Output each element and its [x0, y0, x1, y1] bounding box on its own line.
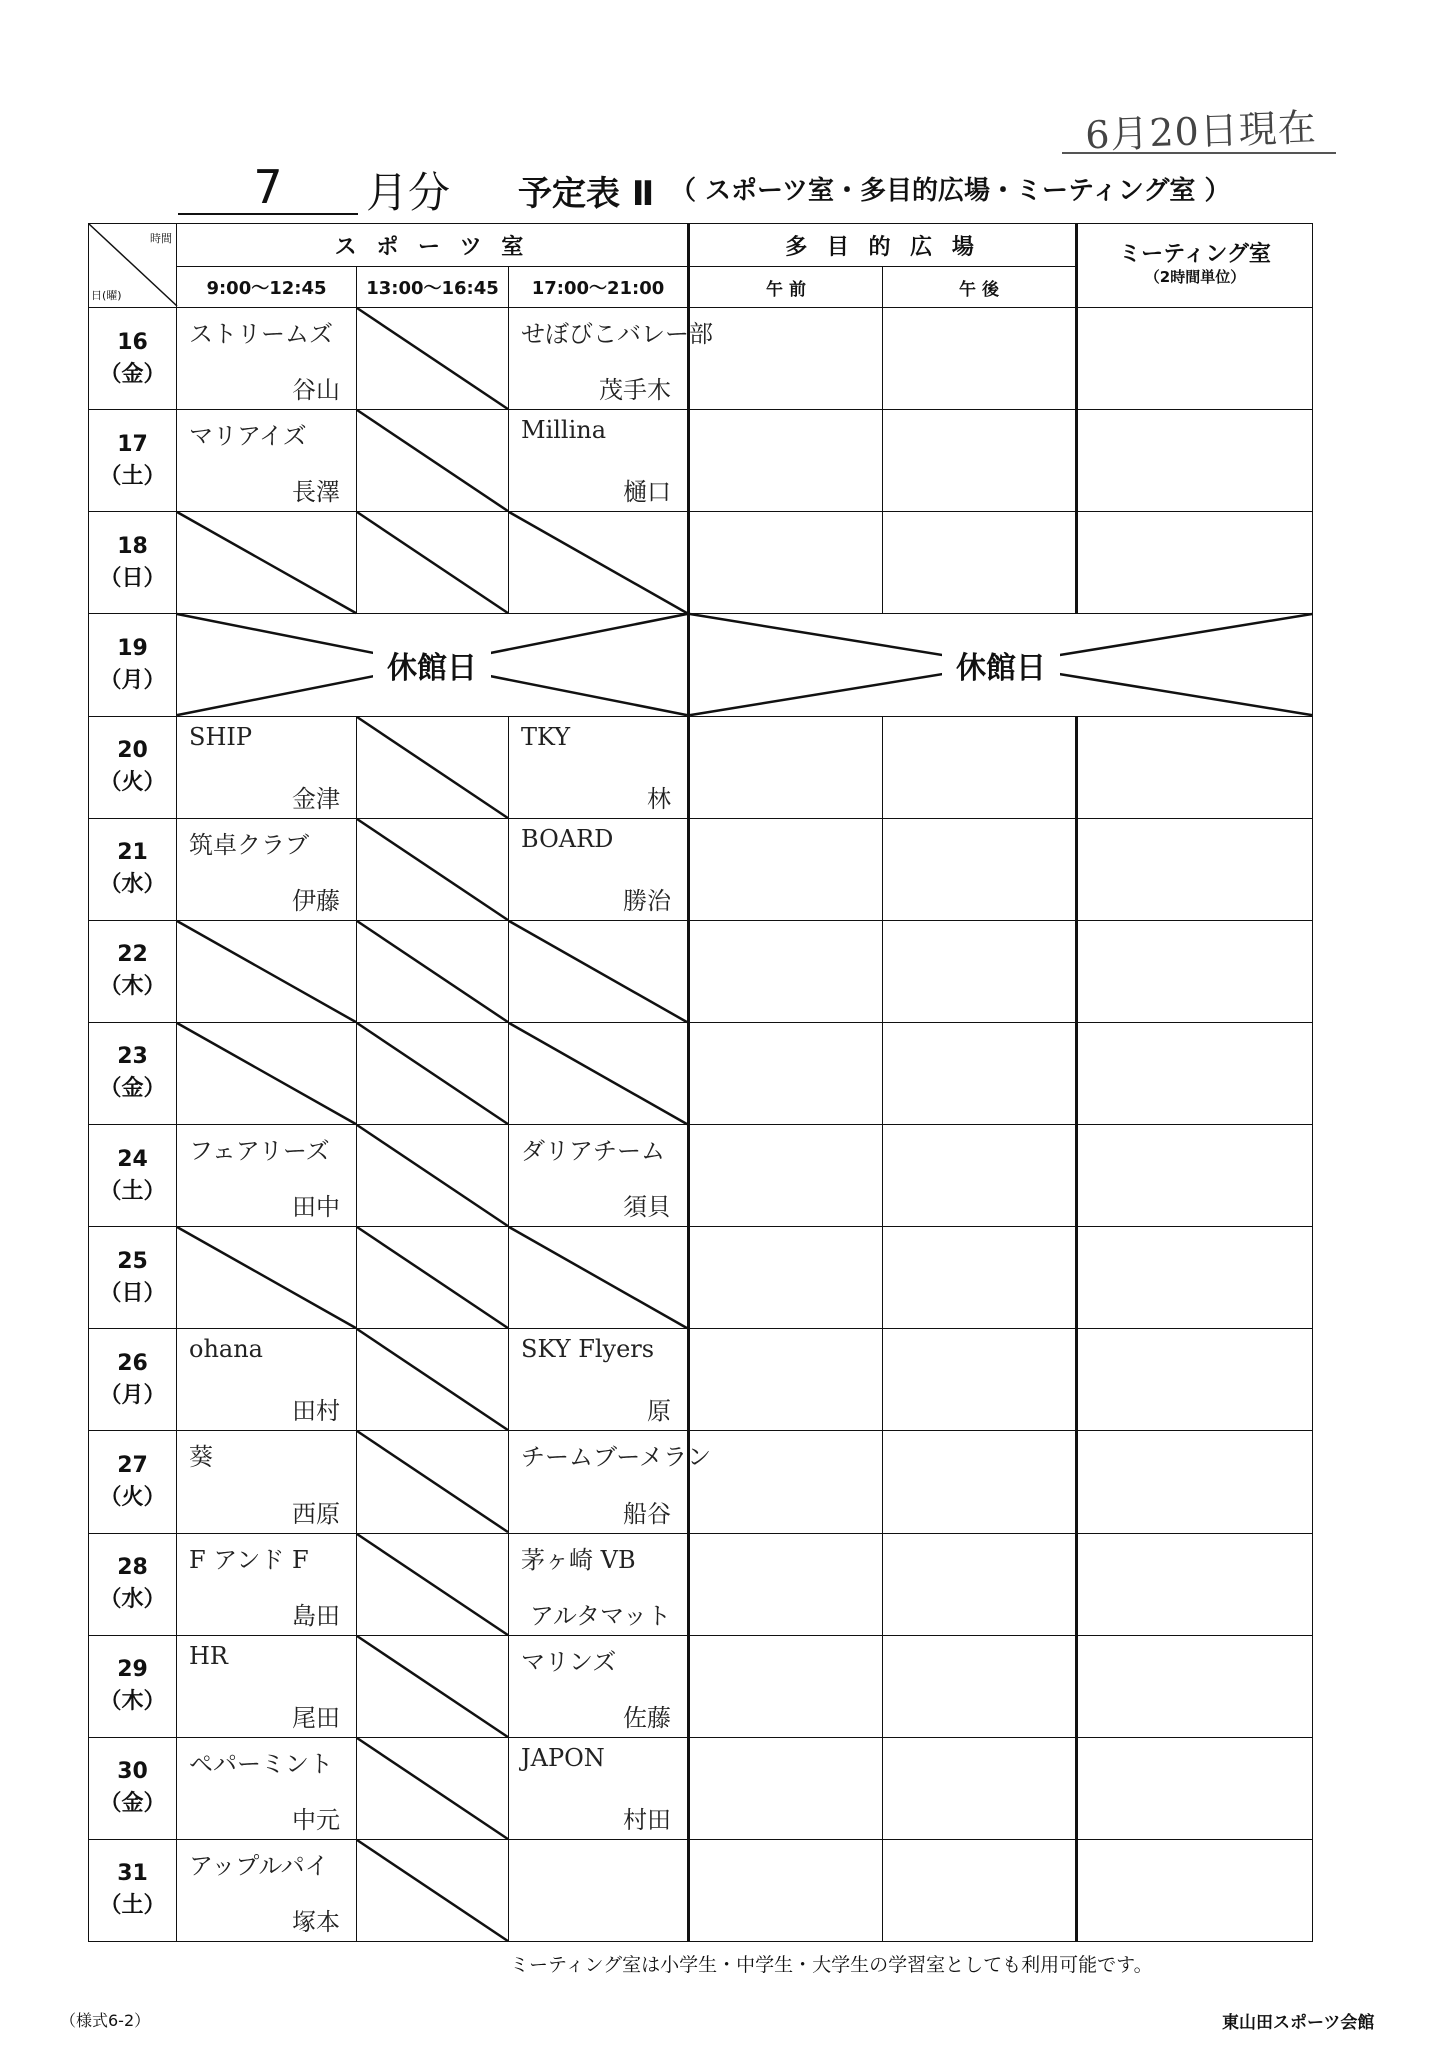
representative-name: 田中 — [292, 1193, 340, 1222]
plaza-am-cell[interactable] — [689, 1737, 883, 1839]
day-of-week: （水） — [99, 1587, 166, 1613]
slot-header-evening: 17:00～21:00 — [509, 267, 689, 308]
representative-name: 金津 — [292, 784, 340, 813]
sports-slot-cell[interactable] — [357, 308, 509, 410]
meeting-room-cell[interactable] — [1077, 1125, 1313, 1227]
representative-name: 樋口 — [623, 478, 671, 507]
day-number: 25 — [117, 1248, 148, 1274]
schedule-table — [88, 223, 1313, 1942]
unavailable-slash — [357, 512, 508, 613]
plaza-pm-cell[interactable] — [883, 1329, 1077, 1431]
sports-slot-cell[interactable] — [509, 1125, 689, 1227]
day-of-week: （火） — [99, 1484, 166, 1510]
day-number: 17 — [117, 431, 148, 457]
unavailable-slash — [509, 1023, 687, 1124]
slot-header-afternoon: 13:00～16:45 — [357, 267, 509, 308]
day-cell — [89, 410, 177, 512]
sports-slot-cell[interactable] — [357, 410, 509, 512]
unavailable-slash — [357, 1431, 508, 1532]
day-of-week: （木） — [99, 1689, 166, 1715]
plaza-am-cell[interactable] — [689, 1022, 883, 1124]
team-name: チームブーメラン — [521, 1443, 712, 1472]
table-row — [89, 1737, 1313, 1839]
day-of-week: （月） — [99, 1382, 166, 1408]
team-name: アップルパイ — [189, 1851, 329, 1880]
meeting-room-cell[interactable] — [1077, 818, 1313, 920]
sports-slot-cell[interactable] — [177, 410, 357, 512]
day-cell — [89, 1329, 177, 1431]
day-number: 23 — [117, 1044, 148, 1070]
sports-slot-cell[interactable] — [357, 818, 509, 920]
corner-time-label: 時間 — [150, 232, 172, 245]
plaza-pm-cell[interactable] — [883, 818, 1077, 920]
team-name: ストリームズ — [189, 320, 333, 348]
sports-slot-cell[interactable] — [177, 1533, 357, 1635]
plaza-pm-cell[interactable] — [883, 1839, 1077, 1941]
team-name: マリンズ — [521, 1647, 617, 1676]
day-number: 31 — [117, 1861, 148, 1887]
day-cell — [89, 1227, 177, 1329]
representative-name: 林 — [647, 784, 671, 813]
team-name: ダリアチーム — [521, 1137, 665, 1165]
team-name: F アンド F — [189, 1545, 309, 1574]
day-of-week: （月） — [99, 667, 166, 693]
meeting-room-cell[interactable] — [1077, 308, 1313, 410]
plaza-pm-cell[interactable] — [883, 1125, 1077, 1227]
plaza-pm-cell[interactable] — [883, 308, 1077, 410]
plaza-pm-cell[interactable] — [883, 1533, 1077, 1635]
day-number: 19 — [117, 635, 148, 661]
corner-header — [89, 224, 177, 308]
table-row — [89, 410, 1313, 512]
unavailable-slash — [357, 819, 508, 920]
sports-slot-cell[interactable] — [509, 1839, 689, 1941]
plaza-am-cell[interactable] — [689, 410, 883, 512]
sports-slot-cell[interactable] — [177, 1125, 357, 1227]
sports-slot-cell[interactable] — [509, 716, 689, 818]
table-row — [89, 1635, 1313, 1737]
day-of-week: （火） — [99, 770, 166, 796]
meeting-room-cell[interactable] — [1077, 1737, 1313, 1839]
day-of-week: （木） — [99, 974, 166, 1000]
meeting-room-cell[interactable] — [1077, 1022, 1313, 1124]
meeting-room-cell[interactable] — [1077, 1227, 1313, 1329]
plaza-am-cell[interactable] — [689, 818, 883, 920]
corner-date-label: 日(曜) — [91, 289, 122, 302]
day-of-week: （金） — [99, 1076, 166, 1102]
plaza-am-cell[interactable] — [689, 1635, 883, 1737]
table-row — [89, 818, 1313, 920]
sports-slot-cell[interactable] — [357, 1737, 509, 1839]
as-of-date: 6月20日現在 — [1084, 105, 1318, 158]
sports-slot-cell[interactable] — [509, 308, 713, 410]
table-row — [89, 1125, 1313, 1227]
plaza-header-pm: 午 後 — [883, 267, 1077, 308]
representative-name: 長澤 — [292, 478, 340, 507]
slot-header-morning: 9:00～12:45 — [177, 267, 357, 308]
representative-name: 茂手木 — [599, 376, 671, 405]
plaza-am-cell[interactable] — [689, 1431, 883, 1533]
day-number: 26 — [117, 1350, 148, 1376]
closed-sports-room — [177, 614, 689, 716]
table-row — [89, 512, 1313, 614]
unavailable-slash — [357, 1125, 508, 1226]
plaza-pm-cell[interactable] — [883, 1227, 1077, 1329]
representative-name: 船谷 — [623, 1499, 671, 1528]
day-of-week: （金） — [99, 361, 166, 387]
meeting-room-cell[interactable] — [1077, 1839, 1313, 1941]
plaza-pm-cell[interactable] — [883, 716, 1077, 818]
unavailable-slash — [357, 1329, 508, 1430]
plaza-pm-cell[interactable] — [883, 512, 1077, 614]
month-number: 7 — [253, 160, 283, 214]
sports-slot-cell[interactable] — [357, 1431, 509, 1533]
sports-slot-cell[interactable] — [177, 818, 357, 920]
representative-name: 中元 — [292, 1805, 340, 1834]
day-number: 27 — [117, 1452, 148, 1478]
sports-slot-cell[interactable] — [509, 1227, 689, 1329]
representative-name: 伊藤 — [292, 886, 340, 915]
team-name: ペパーミント — [189, 1749, 333, 1778]
plaza-am-cell[interactable] — [689, 512, 883, 614]
page-title: 予定表 Ⅱ — [518, 174, 655, 214]
plaza-header-am: 午 前 — [689, 267, 883, 308]
unavailable-slash — [357, 1738, 508, 1839]
sports-slot-cell[interactable] — [509, 920, 689, 1022]
unavailable-slash — [357, 1840, 508, 1941]
venue-name: 東山田スポーツ会館 — [1222, 2013, 1375, 2033]
sports-slot-cell[interactable] — [177, 1022, 357, 1124]
sports-slot-cell[interactable] — [357, 1125, 509, 1227]
plaza-am-cell[interactable] — [689, 1533, 883, 1635]
plaza-pm-cell[interactable] — [883, 1022, 1077, 1124]
day-of-week: （金） — [99, 1791, 166, 1817]
page-subtitle: （ スポーツ室・多目的広場・ミーティング室 ） — [670, 176, 1231, 206]
day-cell — [89, 920, 177, 1022]
form-number: （様式6-2） — [60, 2011, 151, 2030]
unavailable-slash — [177, 1023, 356, 1124]
sports-slot-cell[interactable] — [509, 818, 689, 920]
plaza-am-cell[interactable] — [689, 1329, 883, 1431]
table-row — [89, 920, 1313, 1022]
sports-slot-cell[interactable] — [357, 920, 509, 1022]
plaza-am-cell[interactable] — [689, 1125, 883, 1227]
unavailable-slash — [509, 1227, 687, 1328]
sports-slot-cell[interactable] — [509, 1737, 689, 1839]
team-name: マリアイズ — [189, 422, 307, 451]
plaza-pm-cell[interactable] — [883, 920, 1077, 1022]
day-number: 22 — [117, 942, 148, 968]
sports-slot-cell[interactable] — [357, 1227, 509, 1329]
day-number: 20 — [117, 738, 148, 764]
representative-name: 田村 — [292, 1397, 340, 1426]
team-name: Millina — [521, 416, 607, 445]
plaza-pm-cell[interactable] — [883, 1431, 1077, 1533]
unavailable-slash — [357, 308, 508, 409]
sports-slot-cell[interactable] — [177, 512, 357, 614]
sports-slot-cell[interactable] — [177, 716, 357, 818]
sports-slot-cell[interactable] — [509, 1533, 689, 1635]
sports-slot-cell[interactable] — [509, 512, 689, 614]
sports-slot-cell[interactable] — [177, 1227, 357, 1329]
table-row — [89, 308, 1313, 410]
plaza-header: 多 目 的 広 場 — [689, 224, 1077, 267]
plaza-am-cell[interactable] — [689, 308, 883, 410]
meeting-room-header — [1077, 224, 1313, 308]
unavailable-slash — [177, 1227, 356, 1328]
team-name: フェアリーズ — [189, 1137, 330, 1165]
representative-name: 佐藤 — [623, 1703, 671, 1732]
day-cell — [89, 1635, 177, 1737]
team-name: SKY Flyers — [521, 1335, 655, 1364]
plaza-am-cell[interactable] — [689, 920, 883, 1022]
meeting-room-cell[interactable] — [1077, 1533, 1313, 1635]
day-number: 29 — [117, 1657, 148, 1683]
sports-slot-cell[interactable] — [177, 1329, 357, 1431]
meeting-room-cell[interactable] — [1077, 410, 1313, 512]
sports-slot-cell[interactable] — [177, 1431, 357, 1533]
unavailable-slash — [357, 1534, 508, 1635]
representative-name: 塚本 — [292, 1908, 340, 1936]
day-cell — [89, 1737, 177, 1839]
day-cell — [89, 614, 177, 716]
meeting-room-cell[interactable] — [1077, 920, 1313, 1022]
sports-slot-cell[interactable] — [509, 1431, 712, 1533]
unavailable-slash — [357, 717, 508, 818]
team-name: 筑卓クラブ — [189, 830, 309, 859]
team-name: ohana — [189, 1335, 263, 1364]
table-row — [89, 1839, 1313, 1941]
day-of-week: （水） — [99, 872, 166, 898]
day-number: 16 — [117, 329, 148, 355]
day-cell — [89, 716, 177, 818]
representative-name: 谷山 — [292, 376, 340, 405]
plaza-am-cell[interactable] — [689, 1839, 883, 1941]
unavailable-slash — [509, 512, 687, 613]
meeting-room-label: ミーティング室 — [1119, 241, 1271, 267]
unavailable-slash — [509, 921, 687, 1022]
representative-name: 原 — [647, 1397, 671, 1426]
day-cell — [89, 1431, 177, 1533]
sports-slot-cell[interactable] — [509, 1329, 689, 1431]
sports-slot-cell[interactable] — [357, 512, 509, 614]
sports-slot-cell[interactable] — [177, 920, 357, 1022]
team-name: TKY — [521, 722, 571, 751]
day-number: 24 — [117, 1146, 148, 1172]
day-cell — [89, 512, 177, 614]
plaza-pm-cell[interactable] — [883, 1737, 1077, 1839]
table-row — [89, 1533, 1313, 1635]
plaza-am-cell[interactable] — [689, 1227, 883, 1329]
day-number: 28 — [117, 1555, 148, 1581]
table-row — [89, 1329, 1313, 1431]
month-label: 月分 — [366, 168, 451, 217]
team-name: SHIP — [189, 722, 252, 751]
day-cell — [89, 1125, 177, 1227]
representative-name: アルタマット — [529, 1601, 671, 1630]
representative-name: 村田 — [623, 1805, 671, 1834]
sports-slot-cell[interactable] — [177, 1839, 357, 1941]
sports-slot-cell[interactable] — [177, 1737, 357, 1839]
day-cell — [89, 308, 177, 410]
meeting-room-cell[interactable] — [1077, 1635, 1313, 1737]
as-of-underline — [1062, 152, 1336, 154]
sports-slot-cell[interactable] — [357, 1635, 509, 1737]
day-of-week: （日） — [99, 1280, 166, 1306]
unavailable-slash — [177, 921, 356, 1022]
day-number: 21 — [117, 840, 148, 866]
day-of-week: （土） — [99, 1893, 166, 1919]
unavailable-slash — [357, 1227, 508, 1328]
unavailable-slash — [177, 512, 356, 613]
month-underline — [178, 213, 358, 215]
table-row — [89, 614, 1313, 716]
meeting-room-cell[interactable] — [1077, 1431, 1313, 1533]
team-name: HR — [189, 1641, 228, 1670]
sports-slot-cell[interactable] — [177, 1635, 357, 1737]
meeting-room-cell[interactable] — [1077, 716, 1313, 818]
table-row — [89, 716, 1313, 818]
sports-slot-cell[interactable] — [357, 1022, 509, 1124]
unavailable-slash — [357, 1023, 508, 1124]
plaza-pm-cell[interactable] — [883, 410, 1077, 512]
representative-name: 島田 — [292, 1601, 340, 1630]
sports-slot-cell[interactable] — [357, 1533, 509, 1635]
unavailable-slash — [357, 921, 508, 1022]
plaza-am-cell[interactable] — [689, 716, 883, 818]
day-of-week: （日） — [99, 565, 166, 591]
meeting-room-unit: （2時間単位） — [1144, 267, 1246, 286]
table-row — [89, 1022, 1313, 1124]
sports-slot-cell[interactable] — [357, 716, 509, 818]
representative-name: 勝治 — [623, 886, 671, 915]
day-cell — [89, 1022, 177, 1124]
unavailable-slash — [357, 410, 508, 511]
day-of-week: （土） — [99, 1178, 166, 1204]
team-name: BOARD — [521, 824, 614, 853]
sports-slot-cell[interactable] — [177, 308, 357, 410]
sports-slot-cell[interactable] — [357, 1329, 509, 1431]
sports-room-header: ス ポ ー ツ 室 — [177, 224, 689, 267]
representative-name: 須貝 — [623, 1193, 671, 1222]
representative-name: 尾田 — [292, 1703, 340, 1732]
closed-label: 休館日 — [942, 643, 1060, 687]
sports-slot-cell[interactable] — [509, 410, 689, 512]
meeting-room-cell[interactable] — [1077, 512, 1313, 614]
day-cell — [89, 1839, 177, 1941]
representative-name: 西原 — [292, 1499, 340, 1528]
table-row — [89, 1431, 1313, 1533]
unavailable-slash — [357, 1636, 508, 1737]
table-row — [89, 1227, 1313, 1329]
team-name: JAPON — [521, 1743, 605, 1772]
sports-slot-cell[interactable] — [509, 1022, 689, 1124]
plaza-pm-cell[interactable] — [883, 1635, 1077, 1737]
team-name: せぼびこバレー部 — [521, 320, 713, 348]
day-cell — [89, 1533, 177, 1635]
closed-label: 休館日 — [373, 643, 491, 687]
day-of-week: （土） — [99, 463, 166, 489]
team-name: 葵 — [189, 1443, 213, 1472]
schedule-body — [89, 308, 1313, 1942]
closed-plaza-meeting — [689, 614, 1313, 716]
day-cell — [89, 818, 177, 920]
day-number: 18 — [117, 533, 148, 559]
meeting-room-cell[interactable] — [1077, 1329, 1313, 1431]
sports-slot-cell[interactable] — [357, 1839, 509, 1941]
day-number: 30 — [117, 1759, 148, 1785]
footnote: ミーティング室は小学生・中学生・大学生の学習室としても利用可能です。 — [510, 1954, 1153, 1976]
sports-slot-cell[interactable] — [509, 1635, 689, 1737]
team-name: 茅ヶ崎 VB — [521, 1545, 636, 1574]
